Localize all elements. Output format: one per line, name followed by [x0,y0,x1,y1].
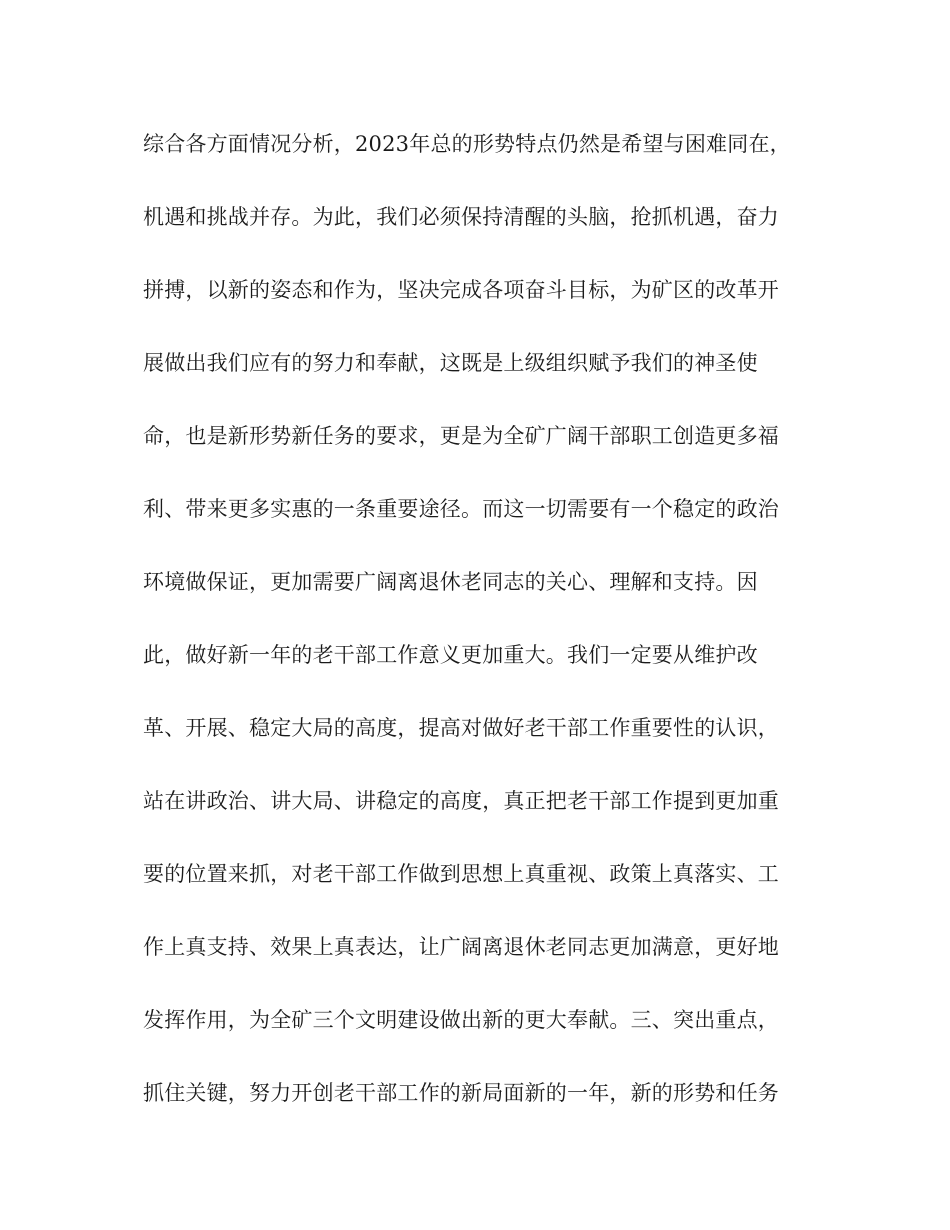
text-line: 革、开展、稳定大局的高度，提高对做好老干部工作重要性的认识， [143,716,779,740]
text-line: 展做出我们应有的努力和奉献，这既是上级组织赋予我们的神圣使 [143,351,758,375]
text-line: 机遇和挑战并存。为此，我们必须保持清醒的头脑，抢抓机遇，奋力 [143,205,779,229]
text-line: 综合各方面情况分析，2023年总的形势特点仍然是希望与困难同在， [143,132,791,156]
body-text [143,122,803,1144]
text-line: 命，也是新形势新任务的要求，更是为全矿广阔干部职工创造更多福 [143,424,779,448]
text-line: 作上真支持、效果上真表达，让广阔离退休老同志更加满意，更好地 [143,935,779,959]
text-line: 发挥作用，为全矿三个文明建设做出新的更大奉献。三、突出重点， [143,1008,779,1032]
text-line: 拼搏，以新的姿态和作为，坚决完成各项奋斗目标，为矿区的改革开 [143,278,779,302]
text-line: 要的位置来抓，对老干部工作做到思想上真重视、政策上真落实、工 [143,862,779,886]
text-line: 站在讲政治、讲大局、讲稳定的高度，真正把老干部工作提到更加重 [143,789,779,813]
text-line: 此，做好新一年的老干部工作意义更加重大。我们一定要从维护改 [143,643,758,667]
text-line: 环境做保证，更加需要广阔离退休老同志的关心、理解和支持。因 [143,570,758,594]
text-line: 利、带来更多实惠的一条重要途径。而这一切需要有一个稳定的政治 [143,497,779,521]
text-line: 抓住关键，努力开创老干部工作的新局面新的一年，新的形势和任务 [143,1081,779,1105]
